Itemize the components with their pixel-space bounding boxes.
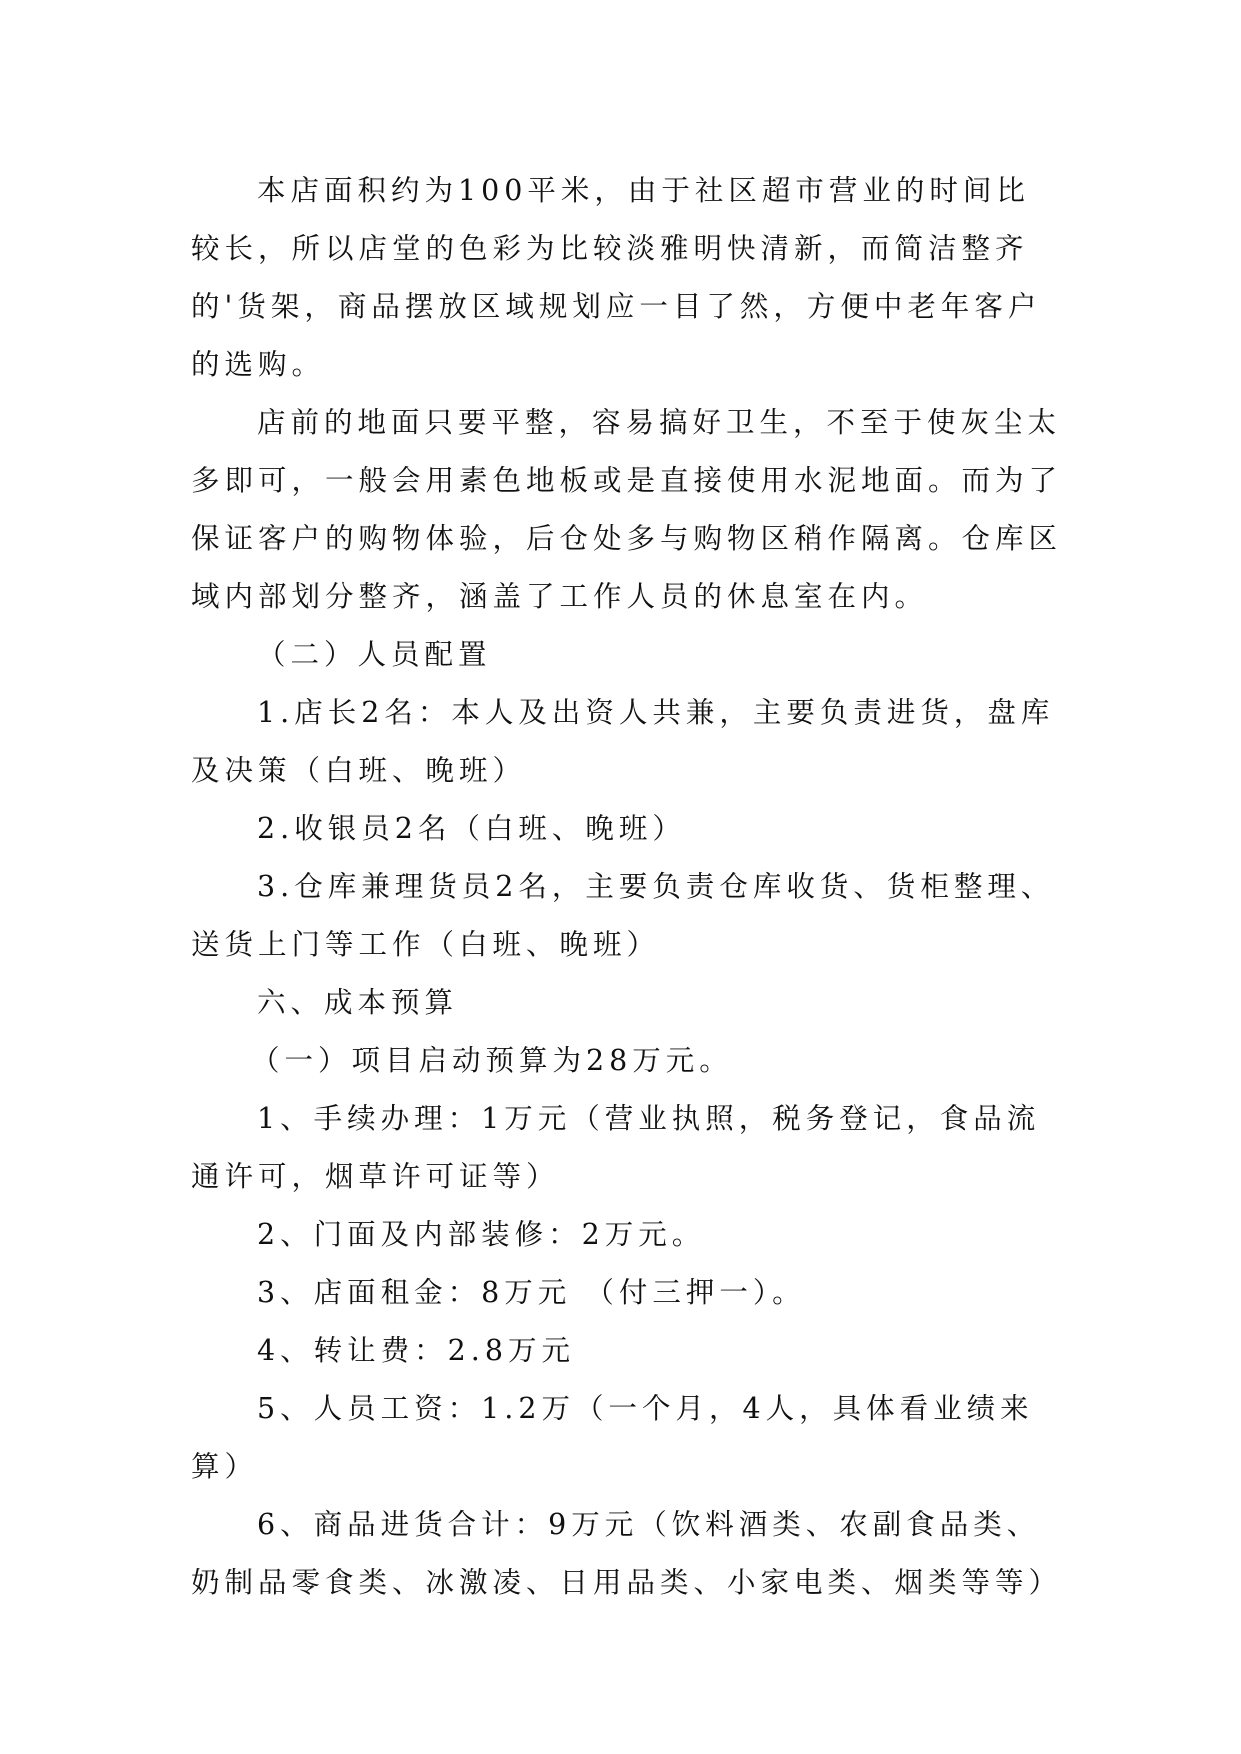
paragraph-startup-budget: （一）项目启动预算为28万元。	[251, 1044, 733, 1077]
paragraph-transfer-fee: 4、转让费：2.8万元	[257, 1334, 575, 1367]
paragraph-cashier: 2.收银员2名（白班、晚班）	[257, 812, 686, 845]
paragraph-decoration: 2、门面及内部装修：2万元。	[257, 1218, 706, 1251]
paragraph-store-area: 本店面积约为100平米，由于社区超市营业的时间比较长，所以店堂的色彩为比较淡雅明快清新，而简洁整齐的'货架，商品摆放区域规划应一目了然，方便中老年客户的选购。	[191, 174, 1042, 381]
paragraph-procedures: 1、手续办理：1万元（营业执照，税务登记，食品流通许可，烟草许可证等）	[191, 1102, 1041, 1193]
paragraph-purchasing: 6、商品进货合计：9万元（饮料酒类、农副食品类、奶制品零食类、冰激凌、日用品类、小家电类、烟类等等）	[191, 1508, 1063, 1599]
paragraph-floor-warehouse: 店前的地面只要平整，容易搞好卫生，不至于使灰尘太多即可，一般会用素色地板或是直接使用水泥地面。而为了保证客户的购物体验，后仓处多与购物区稍作隔离。仓库区域内部划分整齐，涵盖了工作人员的休息室在内。	[191, 406, 1063, 613]
paragraph-wages: 5、人员工资：1.2万（一个月，4人，具体看业绩来算）	[191, 1392, 1034, 1483]
paragraph-warehouse-staff: 3.仓库兼理货员2名，主要负责仓库收货、货柜整理、送货上门等工作（白班、晚班）	[191, 870, 1055, 961]
heading-staffing: （二）人员配置	[257, 638, 492, 671]
heading-cost-budget: 六、成本预算	[257, 986, 459, 1019]
document-body	[191, 162, 1063, 1612]
paragraph-rent: 3、店面租金：8万元 （付三押一）。	[257, 1276, 806, 1309]
paragraph-store-manager: 1.店长2名：本人及出资人共兼，主要负责进货，盘库及决策（白班、晚班）	[191, 696, 1055, 787]
